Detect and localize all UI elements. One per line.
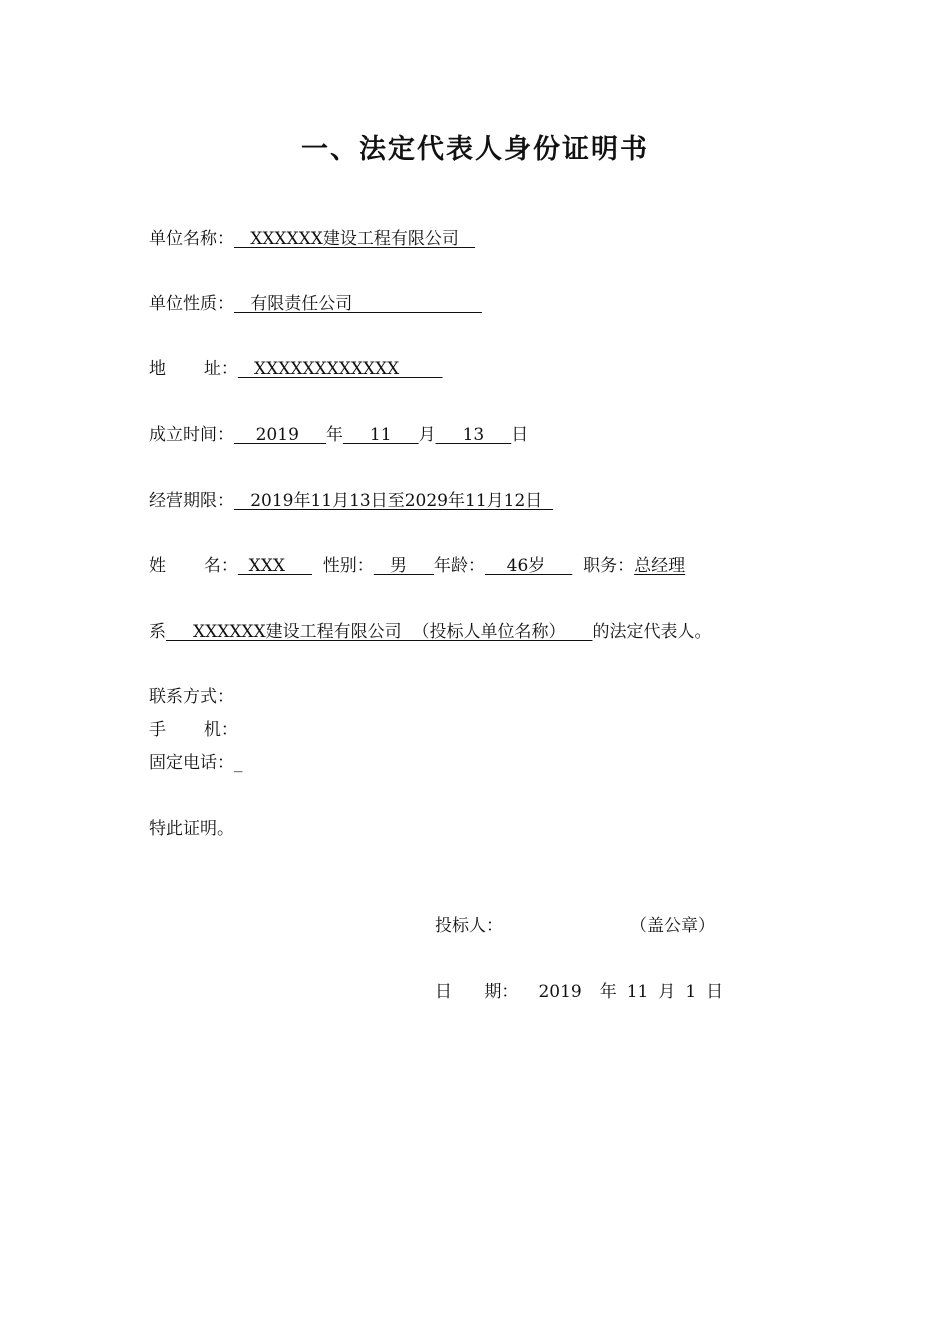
bidder-label: 投标人： xyxy=(435,916,503,936)
unit-name-value: XXXXXX建设工程有限公司 xyxy=(234,229,476,249)
unit-nature-row xyxy=(149,292,482,316)
founded-row xyxy=(149,423,528,447)
name-value: XXX xyxy=(237,556,312,576)
person-row xyxy=(149,554,685,578)
founded-day: 13 xyxy=(435,425,512,445)
relation-suffix: 的法定代表人。 xyxy=(592,622,712,642)
name-label: 姓 名： xyxy=(149,556,238,576)
founded-month-unit: 月 xyxy=(418,425,436,445)
founded-year: 2019 xyxy=(234,425,326,445)
term-label: 经营期限： xyxy=(149,491,234,511)
age-value: 46岁 xyxy=(485,556,573,576)
founded-month: 11 xyxy=(342,425,419,445)
term-value: 2019年11月13日至2029年11月12日 xyxy=(234,491,554,511)
relation-company: XXXXXX建设工程有限公司 （投标人单位名称） xyxy=(166,622,593,642)
phone-value: _ xyxy=(234,753,243,773)
mobile-row xyxy=(149,718,238,742)
phone-row xyxy=(149,751,243,775)
address-label: 地 址： xyxy=(149,359,238,379)
date-day: 1 xyxy=(685,982,697,1002)
page-title: 一、法定代表人身份证明书 xyxy=(301,134,649,165)
date-label: 日 期： xyxy=(435,982,519,1002)
unit-nature-value: 有限责任公司 xyxy=(234,294,482,314)
date-month-unit: 月 xyxy=(658,982,676,1002)
age-label: 年龄： xyxy=(434,556,486,576)
relation-row xyxy=(149,620,711,644)
gender-value: 男 xyxy=(373,556,435,576)
unit-name-row xyxy=(149,227,475,251)
gender-label: 性别： xyxy=(311,556,374,576)
date-month: 11 xyxy=(626,982,649,1002)
date-year-unit: 年 xyxy=(599,982,617,1002)
address-value: XXXXXXXXXXXX xyxy=(237,359,443,379)
seal-text: （盖公章） xyxy=(630,916,715,936)
unit-nature-label: 单位性质： xyxy=(149,294,234,314)
mobile-label: 手 机： xyxy=(149,720,238,740)
contact-label: 联系方式： xyxy=(149,687,234,707)
founded-day-unit: 日 xyxy=(511,425,529,445)
bidder-row xyxy=(435,914,715,938)
founded-year-unit: 年 xyxy=(325,425,343,445)
date-row xyxy=(435,980,723,1004)
term-row xyxy=(149,489,553,513)
position-value: 总经理 xyxy=(634,556,686,576)
date-year: 2019 xyxy=(538,982,582,1002)
date-day-unit: 日 xyxy=(706,982,724,1002)
position-label: 职务： xyxy=(572,556,635,576)
relation-prefix: 系 xyxy=(149,622,166,642)
founded-label: 成立时间： xyxy=(149,425,234,445)
phone-label: 固定电话： xyxy=(149,753,234,773)
unit-name-label: 单位名称： xyxy=(149,229,234,249)
address-row xyxy=(149,357,443,381)
certify-text: 特此证明。 xyxy=(149,819,234,839)
